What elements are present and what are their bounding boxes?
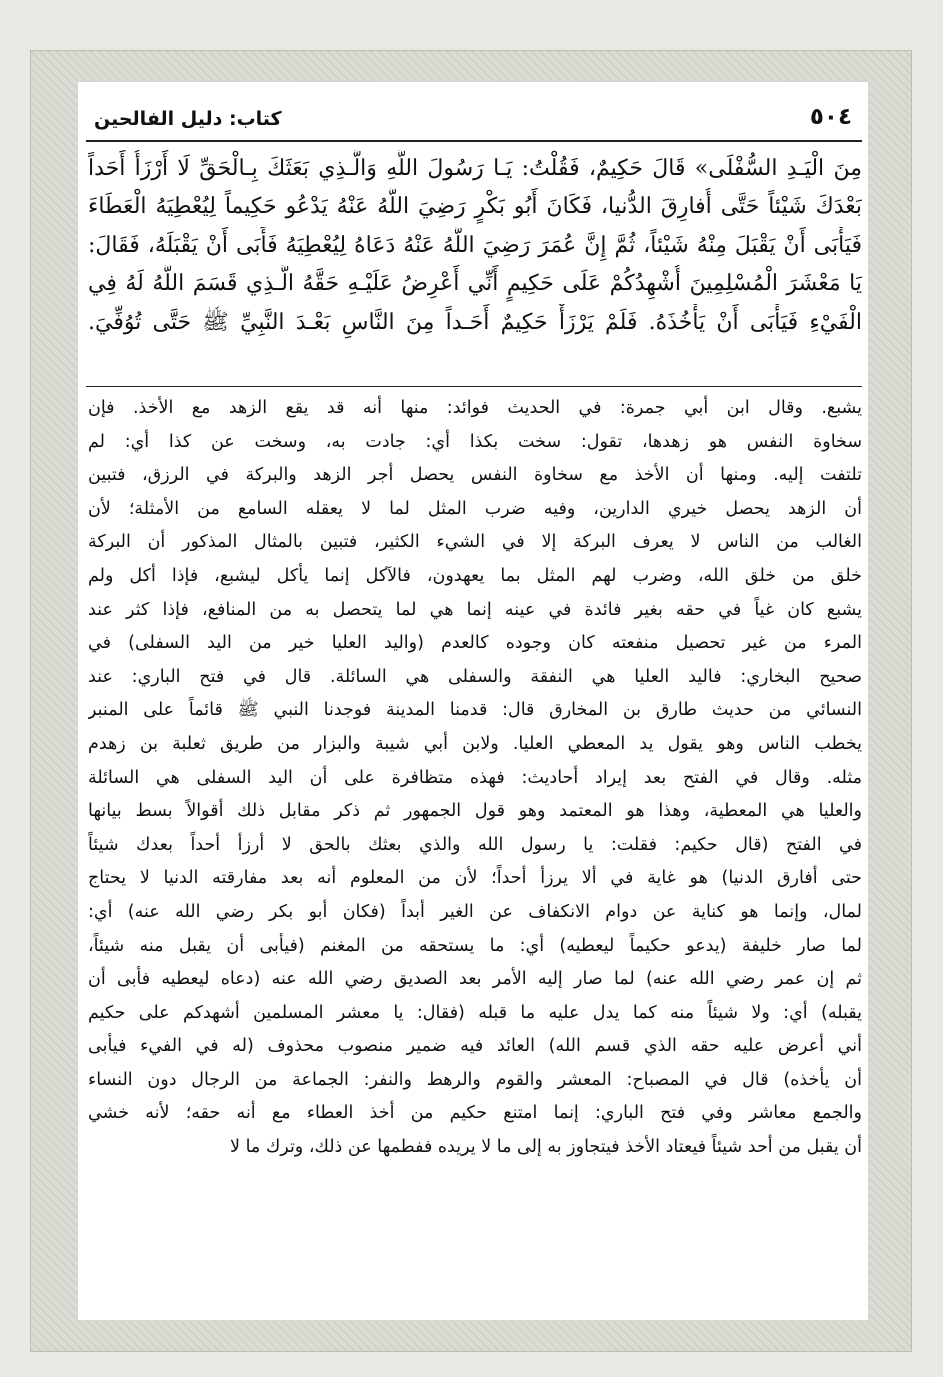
page-header (88, 104, 858, 136)
commentary-line: مثله. وقال في الفتح بعد إيراد أحاديث: فهذه متظافرة على أن اليد السفلى هي السائلة (88, 767, 862, 788)
commentary-line: تلتفت إليه. ومنها أن الأخذ مع سخاوة النفس يحصل أجر الزهد والبركة في الرزق، فتبين (88, 465, 862, 486)
commentary-line: أن يأخذه) قال في المصباح: المعشر والقوم والرهط والنفر: الجماعة من الرجال دون النساء (88, 1069, 862, 1090)
commentary-line: يشبع. وقال ابن أبي جمرة: في الحديث فوائد: منها أنه قد يقع الزهد مع الأخذ. فإن (88, 398, 862, 418)
hadith-text (88, 150, 862, 382)
hadith-line: فَيَأْبَى أَنْ يَقْبَلَ مِنْهُ شَيْئاً، ثُمَّ إِنَّ عُمَرَ رَضِيَ اللَّهُ عَنْهُ دَعَاهُ لِيُعْطِيَهُ فَأَبَى أَنْ يَقْبَلَهُ، فَقَالَ: (88, 232, 862, 258)
commentary-line: سخاوة النفس هو زهدها، تقول: سخت بكذا أي: جادت به، وسخت عن كذا أي: لم (88, 431, 862, 452)
commentary-line: يقبله) أي: ولا شيئاً منه كما يدل عليه ما قبله (فقال: يا معشر المسلمين أشهدكم على حكيم (88, 1002, 862, 1023)
commentary-line: لمال، وإنما هو كناية عن دوام الانكفاف عن الغير أبداً (فكان أبو بكر رضي الله عنه) أي: (88, 901, 862, 922)
page-number: ٥٠٤ (809, 104, 852, 130)
hadith-line: بَعْدَكَ شَيْئاً حَتَّى أُفارِقَ الدُّنيا، فَكَانَ أَبُو بَكْرٍ رَضِيَ اللَّهُ عَنْهُ يَدْعُو حَكِيماً لِيُعْطِيَهُ الْعَطَاءَ (88, 194, 862, 220)
commentary-line: والعليا هي المعطية، وهذا هو المعتمد وهو قول الجمهور ثم ذكر مقابل ذلك أقوالاً بسط بيانها (88, 801, 862, 822)
section-divider (86, 386, 862, 387)
commentary-line: أن الزهد يحصل خيري الدارين، وفيه ضرب المثل لما لا يعقله السامع من الأمثلة؛ لأن (88, 498, 862, 519)
commentary-line: والجمع معاشر وفي فتح الباري: إنما امتنع حكيم من أخذ العطاء مع أنه حقه؛ لأنه خشي (88, 1103, 862, 1124)
commentary-text (88, 392, 862, 1282)
commentary-line: الغالب من الناس لا يعرف البركة إلا في الشيء الكثير، فتبين بالمثال المذكور أن البركة (88, 532, 862, 553)
hadith-line: يَا مَعْشَرَ الْمُسْلِمِينَ أُشْهِدُكُمْ عَلَى حَكِيمٍ أَنِّي أَعْرِضُ عَلَيْـهِ حَقَّهُ الَّـذِي قَسَمَ اللَّهُ لَهُ فِي (88, 271, 862, 297)
commentary-line: في الفتح (قال حكيم: فقلت: يا رسول الله والذي بعثك بالحق لا أرزأ أحداً بعدك شيئاً (88, 834, 862, 855)
commentary-line: خلق من خلق الله، وضرب لهم المثل بما يعهدون، فالآكل إنما يأكل ليشبع، فإذا أكل ولم (88, 565, 862, 586)
commentary-line: أني أعرض عليه حقه الذي قسم الله) العائد فيه ضمير منصوب محذوف (له في الفيء فيأبى (88, 1036, 862, 1057)
commentary-line: النسائي من حديث طارق بن المخارق قال: قدمنا المدينة فوجدنا النبي ﷺ قائماً على المنبر (88, 700, 862, 721)
header-rule (86, 140, 862, 142)
commentary-line: يخطب الناس وهو يقول يد المعطي العليا. ولابن أبي شيبة والبزار من طريق ثعلبة بن زهدم (88, 733, 862, 754)
hadith-line: الْفَيْءِ فَيَأْبَى أَنْ يَأْخُذَهُ. فَلَمْ يَرْزَأْ حَكِيمٌ أَحَـداً مِنَ النَّاسِ بَعْـدَ النَّبِيِّ ﷺ حَتَّى تُوُفِّيَ. (88, 309, 862, 335)
commentary-line: حتى أفارق الدنيا) هو غاية في ألا يرزأ أحداً؛ لأن من المعلوم أنه بعد مفارقته الدنيا لا يحتاج (88, 868, 862, 889)
hadith-line: مِنَ الْيَـدِ السُّفْلَى» قَالَ حَكِيمٌ، فَقُلْتُ: يَـا رَسُولَ اللَّهِ وَالَّـذِي بَعَثَكَ بِـالْحَقِّ لَا أَرْزَأُ أَحَداً (88, 156, 862, 181)
commentary-line: ثم إن عمر رضي الله عنه) لما صار إليه الأمر بعد الصديق رضي الله عنه (دعاه ليعطيه فأبى أن (88, 969, 862, 990)
commentary-line: أن يقبل من أحد شيئاً فيعتاد الأخذ فيتجاوز به إلى ما لا يريده ففطمها عن ذلك، وترك ما لا (230, 1137, 862, 1158)
commentary-line: يشبع كان غياً في حقه بغير فائدة في عينه إنما هي لما يتحصل به من المنافع، فإذا كثر عند (88, 599, 862, 620)
commentary-line: صحيح البخاري: فاليد العليا هي النفقة والسفلى هي السائلة. قال في فتح الباري: عند (88, 666, 862, 687)
commentary-line: لما صار خليفة (يدعو حكيماً ليعطيه) أي: ما يستحقه من المغنم (فيأبى أن يقبل منه شيئاً، (88, 935, 862, 956)
commentary-line: المرء من غير تحصيل منفعته كان وجوده كالعدم (واليد العليا خير من اليد السفلى) في (88, 633, 862, 654)
book-title: كتاب: دليل الفالحين (94, 108, 282, 130)
